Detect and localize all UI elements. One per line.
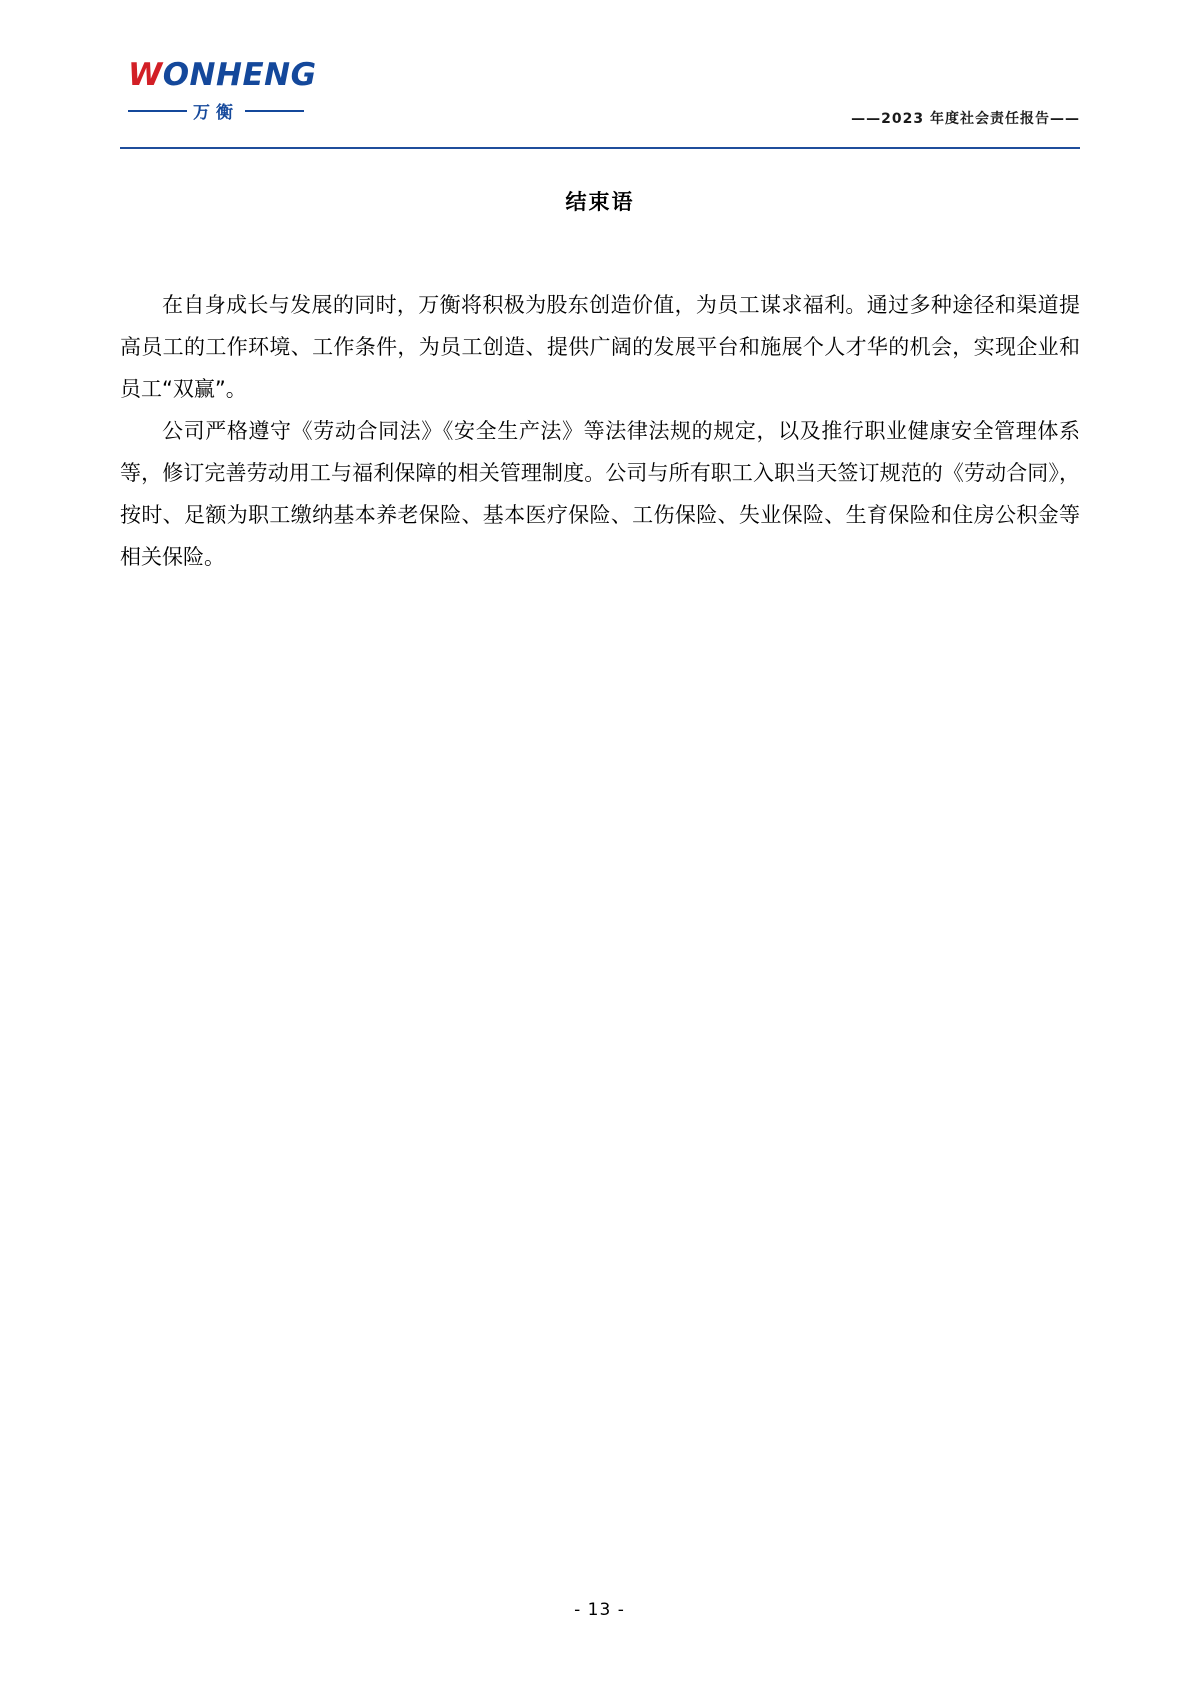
header-report-label: ——2023 年度社会责任报告—— (851, 111, 1080, 127)
logo-subtitle (128, 98, 304, 123)
body-paragraph-2: 公司严格遵守《劳动合同法》《安全生产法》等法律法规的规定，以及推行职业健康安全管理体系等，修订完善劳动用工与福利保障的相关管理制度。公司与所有职工入职当天签订规范的《劳动合同》，按时、足额为职工缴纳基本养老保险、基本医疗保险、工伤保险、失业保险、生育保险和住房公积金等相关保险。 (120, 419, 1080, 569)
page-number: - 13 - (574, 1600, 625, 1620)
page-header (120, 57, 1080, 146)
header-divider (120, 147, 1080, 149)
wordmark-rest: ONHENG (162, 57, 317, 93)
wonheng-wordmark (128, 57, 328, 93)
logo-rule-right (245, 110, 304, 112)
page-title: 结束语 (565, 190, 635, 214)
body-paragraph-1: 在自身成长与发展的同时，万衡将积极为股东创造价值，为员工谋求福利。通过多种途径和渠道提高员工的工作环境、工作条件，为员工创造、提供广阔的发展平台和施展个人才华的机会，实现企业和员工“双赢”。 (120, 293, 1080, 401)
company-logo (128, 57, 328, 132)
logo-chinese-name: 万衡 (193, 103, 239, 123)
wordmark-accent-letter: W (128, 57, 163, 93)
logo-rule-left (128, 110, 187, 112)
document-body (120, 176, 1080, 578)
